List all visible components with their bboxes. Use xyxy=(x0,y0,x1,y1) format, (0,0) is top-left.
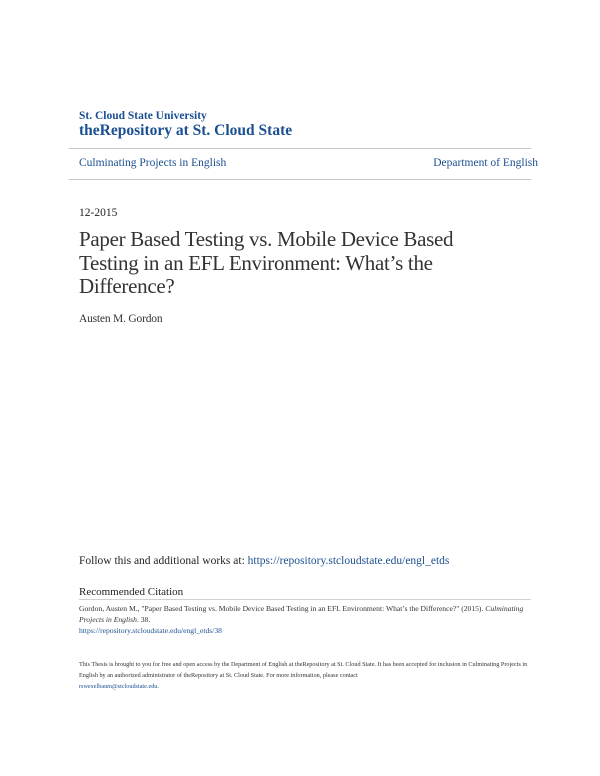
open-access-notice xyxy=(79,659,531,692)
follow-url-link[interactable]: https://repository.stcloudstate.edu/engl_etds xyxy=(247,555,450,567)
citation-series: Culminating Projects in English xyxy=(79,604,524,624)
repository-name[interactable]: theRepository at St. Cloud State xyxy=(79,122,293,139)
email-suffix: . xyxy=(157,683,159,690)
department-link[interactable]: Department of English xyxy=(433,157,538,169)
citation-block xyxy=(79,603,531,636)
document-title: Paper Based Testing vs. Mobile Device Based Testing in an EFL Environment: What’s the Difference? xyxy=(79,227,454,298)
publication-date: 12-2015 xyxy=(79,207,118,219)
recommended-citation-heading: Recommended Citation xyxy=(79,586,184,598)
collection-link[interactable]: Culminating Projects in English xyxy=(79,157,227,169)
citation-series-suffix: . 38. xyxy=(136,615,151,624)
open-access-text: This Thesis is brought to you for free and open access by the Department of English at theRepository at St. Cloud State. It has been accepted for inclusion in Culminating Projects in English by an authorized administrator of theRepository at St. Cloud State. For more information, please contact xyxy=(79,661,528,679)
institution-name: St. Cloud State University xyxy=(79,110,207,122)
citation-url-link[interactable]: https://repository.stcloudstate.edu/engl_etds/38 xyxy=(79,626,222,635)
nav-top-divider xyxy=(69,148,531,149)
follow-prefix: Follow this and additional works at: xyxy=(79,555,248,567)
author-name: Austen M. Gordon xyxy=(79,313,163,325)
contact-email-link[interactable]: rswexelbaum@stcloudstate.edu xyxy=(79,683,158,690)
nav-bottom-divider xyxy=(69,179,531,180)
follow-line xyxy=(79,555,449,567)
citation-text: Gordon, Austen M., "Paper Based Testing vs. Mobile Device Based Testing in an EFL Environment: What’s the Difference?" (2015). xyxy=(79,604,484,613)
citation-divider xyxy=(79,599,531,600)
